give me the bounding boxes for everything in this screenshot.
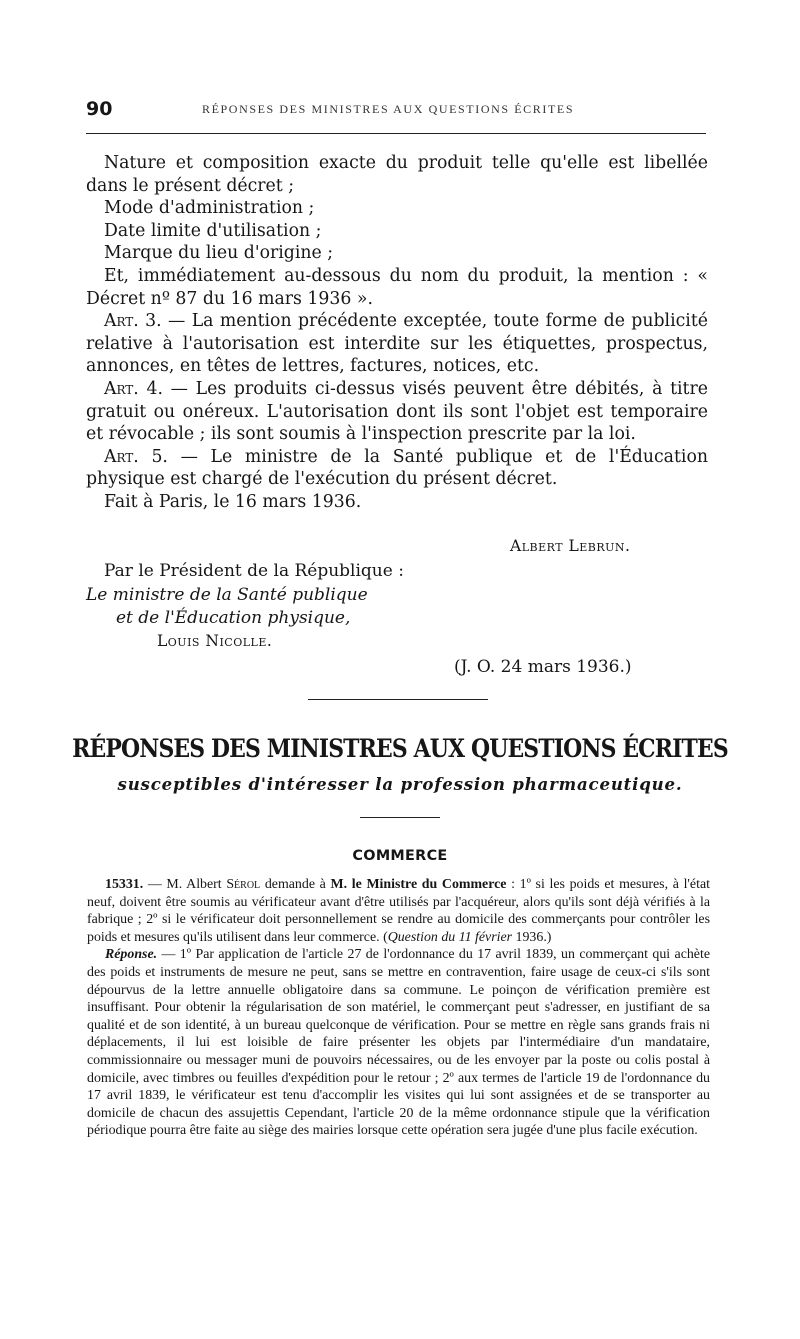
article-4 <box>86 378 708 446</box>
article-text: — Les produits ci-dessus visés peuvent être débités, à titre gratuit ou onéreux. L'autorisation dont ils sont l'objet est temporaire et révocable ; ils sont soumis à l'inspection prescrite par la loi. <box>86 378 708 445</box>
separator-rule <box>308 699 488 700</box>
question-number: 15331. <box>105 877 144 892</box>
president-signature: Albert Lebrun. <box>510 537 631 555</box>
question-block <box>87 876 710 1140</box>
article-text: — La mention précédente exceptée, toute forme de publicité relative à l'autorisation est interdite sur les étiquettes, prospectus, annonces, en têtes de lettres, factures, notices, etc. <box>86 311 708 377</box>
page-number: 90 <box>86 98 113 120</box>
decree-paragraph: Et, immédiatement au-dessous du nom du produit, la mention : « Décret nº 87 du 16 mars 1936 ». <box>86 265 708 309</box>
question-text: demande à <box>260 877 331 892</box>
article-3 <box>86 310 708 378</box>
minister-name: Louis Nicolle. <box>157 632 273 650</box>
article-label: Art. 3. <box>104 311 162 332</box>
question-paragraph <box>87 876 710 946</box>
question-recipient: M. le Ministre du Commerce <box>330 877 507 892</box>
article-text: — Le ministre de la Santé publique et de l'Éducation physique est chargé de l'exécution du présent décret. <box>86 446 708 490</box>
article-label: Art. 4. <box>104 378 163 399</box>
decree-date: Fait à Paris, le 16 mars 1936. <box>104 491 362 512</box>
question-author: Sérol <box>226 877 261 892</box>
answer-label: Réponse. <box>105 947 158 963</box>
section-subtitle: susceptibles d'intéresser la profession pharmaceutique. <box>117 774 683 794</box>
source-citation: (J. O. 24 mars 1936.) <box>454 657 632 677</box>
question-text: — M. Albert <box>143 877 227 892</box>
answer-paragraph <box>87 946 710 1140</box>
minister-line-2: et de l'Éducation physique, <box>116 608 351 628</box>
decree-paragraph: Date limite d'utilisation ; <box>104 220 322 241</box>
answer-text: — 1º Par application de l'article 27 de l'ordonnance du 17 avril 1839, un commerçant qui achète des poids et instruments de mesure ne peut, sans se mettre en contravention, faire usage de ceux-ci s'ils sont dépourvus de la lettre annuelle obligatoire dans sa commune. Le poinçon de vérification première est insuffisant. Pour obtenir la régularisation de son matériel, le commerçant peut s'adresser, en justifiant de sa qualité et de son identité, à un bureau quelconque de vérification. Pour se mettre en règle sans grands frais ni déplacements, il lui est loisible de faire présenter les objets par l'intermédiaire d'un mandataire, commissionnaire ou messager muni de pouvoirs nécessaires, ou de les envoyer par la poste ou colis postal à domicile, avec timbres ou feuilles d'expédition pour le retour ; 2º aux termes de l'article 19 de l'ordonnance du 17 avril 1839, le vérificateur est tenu d'accomplir les visites qui lui sont assignées et de se transporter au domicile de chacun des assujettis Cependant, l'article 20 de la même ordonnance stipule que la vérification périodique pourra être faite au siège des mairies lorsque cette opération sera jugée d'une plus facile exécution. <box>87 947 710 1139</box>
par-le-president: Par le Président de la République : <box>104 561 404 581</box>
header-rule <box>86 133 706 134</box>
separator-rule-short <box>360 817 440 818</box>
commerce-heading: COMMERCE <box>352 848 448 864</box>
question-text: : 1º si les poids et mesures, à l'état neuf, doivent être soumis au vérificateur avant d'être utilisés par l'acquéreur, alors qu'ils sont déjà vérifiés à la fabrique ; 2º si le vérificateur doit personnellement se rendre au domicile des commerçants pour contrôler les poids et mesures qu'ils utilisent dans leur commerce. ( <box>87 877 710 945</box>
decree-paragraph: Mode d'administration ; <box>104 198 315 219</box>
decree-paragraph: Marque du lieu d'origine ; <box>104 243 334 264</box>
running-title: RÉPONSES DES MINISTRES AUX QUESTIONS ÉCRITES <box>202 102 575 116</box>
question-reference: Question du 11 février <box>387 929 513 945</box>
article-5 <box>86 446 708 491</box>
minister-line-1: Le ministre de la Santé publique <box>86 585 368 605</box>
question-text: 1936.) <box>512 929 552 945</box>
decree-paragraph: Nature et composition exacte du produit telle qu'elle est libellée dans le présent décret ; <box>86 153 708 196</box>
section-title: RÉPONSES DES MINISTRES AUX QUESTIONS ÉCRITES <box>72 734 728 764</box>
page-header <box>86 98 706 122</box>
article-label: Art. 5. <box>104 446 168 467</box>
decree-text <box>86 152 708 514</box>
